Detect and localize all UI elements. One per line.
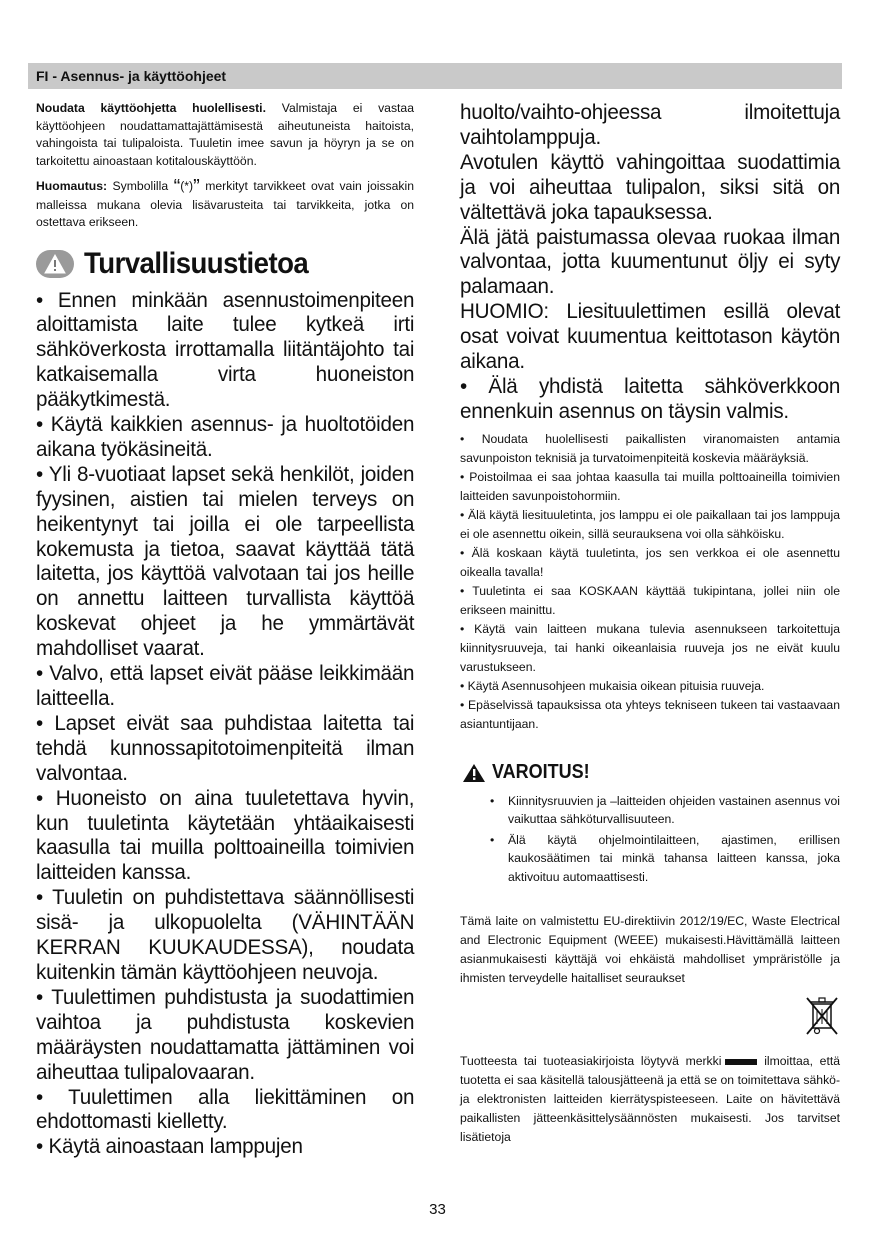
header-title: FI - Asennus- ja käyttöohjeet (36, 68, 227, 84)
right-big-text (460, 100, 840, 424)
note-label: Huomautus: (36, 179, 108, 193)
weee-paragraph: Tämä laite on valmistettu EU-direktiivin 2012/19/EC, Waste Electrical and Electronic Equipment (WEEE) mukaisesti.Hävittämällä laitteen asianmukaisesti käyttäjä voi ehkäistä mahdolliset ympräristölle ja ihmisten terveydelle haitalliset seuraukset (460, 914, 840, 986)
note-symbol: (*) (180, 179, 194, 193)
right-small-paragraph: • Poistoilmaa ei saa johtaa kaasulla tai muilla polttoaineilla toimivien laitteiden savunpoistohormiin. (460, 469, 840, 503)
intro-bold: Noudata käyttöohjetta huolellisesti. (36, 101, 266, 115)
safety-paragraph: • Valvo, että lapset eivät pääse leikkimään laitteella. (36, 661, 415, 710)
safety-paragraph: • Tuulettimen puhdistusta ja suodattimien vaihtoa ja puhdistusta koskevien määräysten noudattamatta jättäminen voi aiheuttaa tulipalovaaran. (36, 984, 415, 1084)
right-small-paragraph: • Tuuletinta ei saa KOSKAAN käyttää tukipintana, jollei niin ole erikseen mainittu. (460, 583, 840, 617)
right-small-paragraph: • Epäselvissä tapauksissa ota yhteys tekniseen tukeen tai vastaavaan asiantuntijaan. (460, 697, 840, 731)
warning-triangle-icon (36, 250, 74, 278)
disposal-paragraph (460, 1052, 840, 1147)
warning-list (460, 792, 840, 887)
disposal-before: Tuotteesta tai tuoteasiakirjoista löytyvä merkki (460, 1054, 722, 1069)
right-small-paragraph: • Noudata huolellisesti paikallisten viranomaisten antamia savunpoiston teknisiä ja turvatoimenpiteitä koskevia määräyksiä. (460, 431, 840, 465)
intro-text: Valmistaja ei vastaa käyttöohjeen noudattamattajättämisestä aiheutuneista haitoista, vahingoista tai tulipaloista. Tuuletin imee savun ja höyryn ja se on tarkoitettu ainoastaan kotitalouskäyttöön. (36, 101, 414, 168)
intro-paragraph (36, 100, 414, 170)
warning-title: VAROITUS! (492, 761, 590, 784)
safety-paragraph: • Tuulettimen alla liekittäminen on ehdottomasti kielletty. (36, 1084, 415, 1134)
safety-text (36, 288, 414, 1160)
right-big-paragraph: Älä jätä paistumassa olevaa ruokaa ilman valvontaa, jotta kuumentunut öljy ei syty palamaan. (460, 224, 841, 299)
note-close-quote: ” (193, 176, 200, 198)
page-number: 33 (429, 1201, 446, 1218)
note-paragraph (36, 178, 414, 232)
safety-paragraph: • Käytä ainoastaan lamppujen (36, 1134, 303, 1159)
safety-paragraph: • Yli 8-vuotiaat lapset sekä henkilöt, joiden fyysinen, aistien tai mielen terveys on heikentynyt tai joilla ei ole tarpeellista kokemusta ja tietoa, saavat käyttää tätä laitetta, jos käyttöä valvotaan tai jos heille on annettu laitteen turvallista käyttöä koskevat ohjeet ja he ymmärtävät mahdolliset vaarat. (36, 461, 415, 661)
right-column (460, 100, 840, 1147)
right-small-text (460, 430, 840, 734)
right-big-paragraph: Avotulen käyttö vahingoittaa suodattimia ja voi aiheuttaa tulipalon, siksi sitä on vältettävä joka tapauksessa. (460, 149, 841, 224)
header-bar (28, 63, 842, 89)
safety-paragraph: • Huoneisto on aina tuuletettava hyvin, kun tuuletinta käytetään yhtäaikaisesti kaasulla tai muilla polttoaineilla toimivien laitteiden kanssa. (36, 785, 415, 885)
safety-title: Turvallisuustietoa (84, 246, 309, 280)
disposal-after: ilmoittaa, että tuotetta ei saa käsitellä talousjätteenä ja että se on toimitettava sähkö- ja elektronisten laitteiden kierrätyspisteeseen. Laite on hävitettävä paikallisten jätteenkäsittelysäännösten mukaisesti. Jos tarvitset lisätietoja (460, 1054, 840, 1145)
note-before: Symbolilla (107, 179, 174, 193)
right-small-paragraph: • Käytä vain laitteen mukana tulevia asennukseen tarkoitettuja kiinnitysruuveja, tai hanki oikeanlaisia ruuveja jos ne eivät kuulu varustukseen. (460, 621, 840, 674)
warning-item: • Älä käytä ohjelmointilaitteen, ajastimen, erillisen kaukosäätimen tai minkä tahansa laitteen kanssa, joka aktivoituu automaattisesti. (490, 831, 840, 887)
crossed-bin-icon (804, 994, 840, 1038)
note-open-quote: “ (173, 176, 181, 198)
safety-paragraph: • Tuuletin on puhdistettava säännöllisesti sisä- ja ulkopuolelta (VÄHINTÄÄN KERRAN KUUKAUDESSA), noudata kuitenkin tämän käyttöohjeen neuvoja. (36, 885, 415, 984)
safety-paragraph: • Käytä kaikkien asennus- ja huoltotöiden aikana työkäsineitä. (36, 412, 415, 461)
safety-paragraph: • Lapset eivät saa puhdistaa laitetta tai tehdä kunnossapitotoimenpiteitä ilman valvontaa. (36, 710, 415, 785)
right-big-paragraph: • Älä yhdistä laitetta sähköverkkoon ennenkuin asennus on täysin valmis. (460, 373, 841, 423)
right-big-paragraph: huolto/vaihto-ohjeessa ilmoitettuja vaihtolamppuja. (460, 100, 841, 149)
right-small-paragraph: • Älä käytä liesituuletinta, jos lamppu ei ole paikallaan tai jos lamppuja ei ole asennettu oikein, sillä seurauksena voi olla sähköisku. (460, 507, 840, 541)
warning-heading (462, 760, 840, 786)
right-small-paragraph: • Älä koskaan käytä tuuletinta, jos sen verkkoa ei ole asennettu oikealla tavalla! (460, 545, 840, 579)
safety-paragraph: • Ennen minkään asennustoimenpiteen aloittamista laite tulee kytkeä irti sähköverkosta irrottamalla liitäntäjohto tai katkaisemalla virta huoneiston pääkytkimestä. (36, 287, 415, 412)
weee-icon-row (460, 988, 840, 1040)
right-big-paragraph: HUOMIO: Liesituulettimen esillä olevat osat voivat kuumentua keittotason käytön aikana. (460, 299, 841, 374)
note-after: merkityt tarvikkeet ovat vain joissakin malleissa mukana olevia lisävarusteita tai tarvikkeita, jotka on ostettava erikseen. (36, 179, 415, 229)
safety-heading (36, 244, 414, 284)
left-column (36, 100, 414, 1159)
warning-item: • Kiinnitysruuvien ja –laitteiden ohjeiden vastainen asennus voi vaikuttaa sähköturvallisuuteen. (490, 792, 840, 829)
black-bar-mark (725, 1059, 757, 1065)
warning-triangle-icon (462, 763, 486, 783)
right-small-paragraph: • Käytä Asennusohjeen mukaisia oikean pituisia ruuveja. (460, 678, 765, 693)
